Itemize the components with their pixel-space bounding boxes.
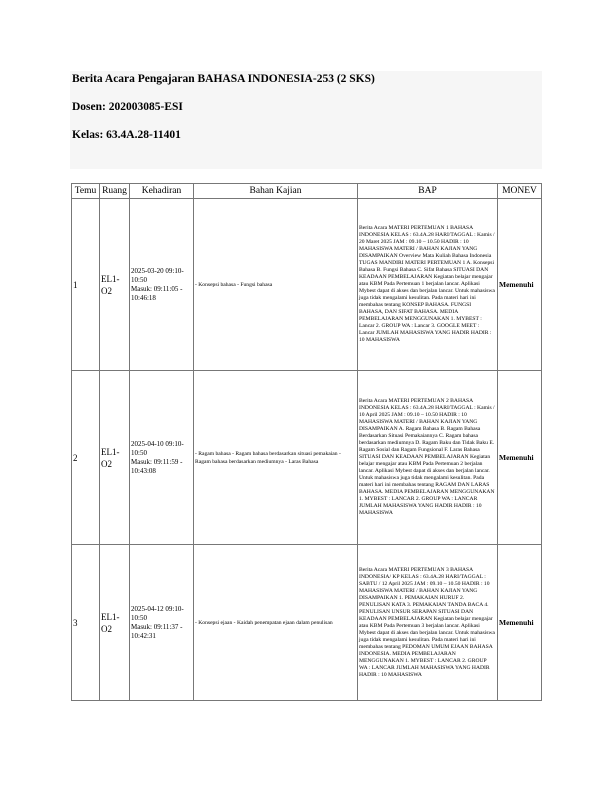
- bap-cell: Berita Acara MATERI PERTEMUAN 2 BAHASA INDONESIA KELAS : 63.4A.28 HARI/TAGGAL : Kamis / 10 April 2025 JAM : 09.10 – 10.50 HADIR : 10 MAHASISWA MATERI / BAHAN KAJIAN YANG DISAMPAIKAN A. Ragam Bahasa B. Ragam Bahasa Berdasarkan Situasi Pemakaiannya C. Ragam bahasa berdasarkan mediumnya D. Ragam Baku dan Tidak Baku E. Ragam Sosial dan Ragam Fungsional F. Laras Bahasa SITUASI DAN KEADAAN PEMBELAJARAN Kegiatan belajar mengajar atau KBM Pada Pertemuan 2 berjalan lancar. Aplikasi Mybest dapat di akses dan berjalan lancar. Untuk mahasiswa juga tidak mengalami kesulitan. Pada materi hari ini membahas tentang RAGAM DAN LARAS BAHASA. MEDIA PEMBELAJARAN MENGGUNAKAN 1. MYBEST : LANCAR 2. GROUP WA : LANCAR JUMLAH MAHASISWA YANG HADIR HADIR : 10 MAHASISWA: [358, 371, 498, 545]
- column-header-monev: MONEV: [498, 184, 542, 199]
- schedule-time: 2025-04-10 09:10-10:50: [131, 439, 184, 457]
- column-header-bap: BAP: [358, 184, 498, 199]
- attendance-time: Masuk: 09:11:59 - 10:43:08: [131, 457, 183, 475]
- bahan-kajian-cell: - Ragam bahasa - Ragam bahasa berdasarkan situasi pemakaian - Ragam bahasa berdasarkan mediumnya - Laras Bahasa: [194, 371, 358, 545]
- bap-cell: Berita Acara MATERI PERTEMUAN 3 BAHASA INDONESIA/ KP KELAS : 63.4A.28 HARI/TAGGAL : SABTU / 12 April 2025 JAM : 09.10 – 10.50 HADIR : 10 MAHASISWA MATERI / BAHAN KAJIAN YANG DISAMPAIKAN 1. PEMAKAIAN HURUF 2. PENULISAN KATA 3. PEMAKAIAN TANDA BACA 4. PENULISAN UNSUR SERAPAN SITUASI DAN KEADAAN PEMBELAJARAN Kegiatan belajar mengajar atau KBM Pada Pertemuan 3 berjalan lancar. Aplikasi Mybest dapat di akses dan berjalan lancar. Untuk mahasiswa juga tidak mengalami kesulitan. Pada materi hari ini membahas tentang PEDOMAN UMUM EJAAN BAHASA INDONESIA. MEDIA PEMBELAJARAN MENGGUNAKAN 1. MYBEST : LANCAR 2. GROUP WA : LANCAR JUMLAH MAHASISWA YANG HADIR HADIR : 10 MAHASISWA: [358, 545, 498, 701]
- table-row: [72, 199, 542, 371]
- column-header-kehadiran: Kehadiran: [130, 184, 194, 199]
- kehadiran-cell: [130, 545, 194, 701]
- table-row: [72, 545, 542, 701]
- temu-cell: 2: [72, 371, 100, 545]
- monev-cell: Memenuhi: [498, 545, 542, 701]
- course-title: Berita Acara Pengajaran BAHASA INDONESIA-253 (2 SKS): [72, 73, 375, 85]
- ruang-cell: EL1-O2: [100, 371, 130, 545]
- ruang-cell: EL1-O2: [100, 545, 130, 701]
- table-row: [72, 371, 542, 545]
- monev-cell: Memenuhi: [498, 371, 542, 545]
- temu-cell: 3: [72, 545, 100, 701]
- lecturer-line: Dosen: 202003085-ESI: [72, 101, 183, 113]
- table-header-row: [72, 184, 542, 199]
- bap-cell: Berita Acara MATERI PERTEMUAN 1 BAHASA INDONESIA KELAS : 63.4A.28 HARI/TAGGAL : Kamis / 20 Maret 2025 JAM : 09.10 – 10.50 HADIR : 10 MAHASISWA MATERI / BAHAN KAJIAN YANG DISAMPAIKAN Overview Mata Kuliah Bahasa Indonesia TUGAS MANDIRI MATERI PERTEMUAN 1 A. Konsepsi Bahasa B. Fungsi Bahasa C. Sifat Bahasa SITUASI DAN KEADAAN PEMBELAJARAN Kegiatan belajar mengajar atau KBM Pada Pertemuan 1 berjalan lancar. Aplikasi Mybest dapat di akses dan berjalan lancar. Untuk mahasiswa juga tidak mengalami kesulitan. Pada materi hari ini membahas tentang KONSEP BAHASA. FUNGSI BAHASA, DAN SIFAT BAHASA. MEDIA PEMBELAJARAN MENGGUNAKAN 1. MYBEST : Lancar 2. GROUP WA : Lancar 3. GOOGLE MEET : Lancar JUMLAH MAHASISWA YANG HADIR HADIR : 10 MAHASISWA: [358, 199, 498, 371]
- schedule-time: 2025-04-12 09:10-10:50: [131, 604, 184, 622]
- attendance-time: Masuk: 09:11:37 - 10:42:31: [131, 622, 183, 640]
- bahan-kajian-cell: - Konsepsi bahasa - Fungsi bahasa: [194, 199, 358, 371]
- attendance-time: Masuk: 09:11:05 - 10:46:18: [131, 284, 183, 302]
- class-line: Kelas: 63.4A.28-11401: [72, 129, 181, 141]
- schedule-time: 2025-03-20 09:10-10:50: [131, 266, 184, 284]
- monev-cell: Memenuhi: [498, 199, 542, 371]
- kehadiran-cell: [130, 371, 194, 545]
- column-header-ruang: Ruang: [100, 184, 130, 199]
- ruang-cell: EL1-O2: [100, 199, 130, 371]
- column-header-bahan-kajian: Bahan Kajian: [194, 184, 358, 199]
- bap-table: [71, 183, 542, 701]
- document-header: [70, 71, 542, 169]
- kehadiran-cell: [130, 199, 194, 371]
- column-header-temu: Temu: [72, 184, 100, 199]
- bahan-kajian-cell: - Konsepsi ejaan - Kaidah penempatan ejaan dalam penulisan: [194, 545, 358, 701]
- temu-cell: 1: [72, 199, 100, 371]
